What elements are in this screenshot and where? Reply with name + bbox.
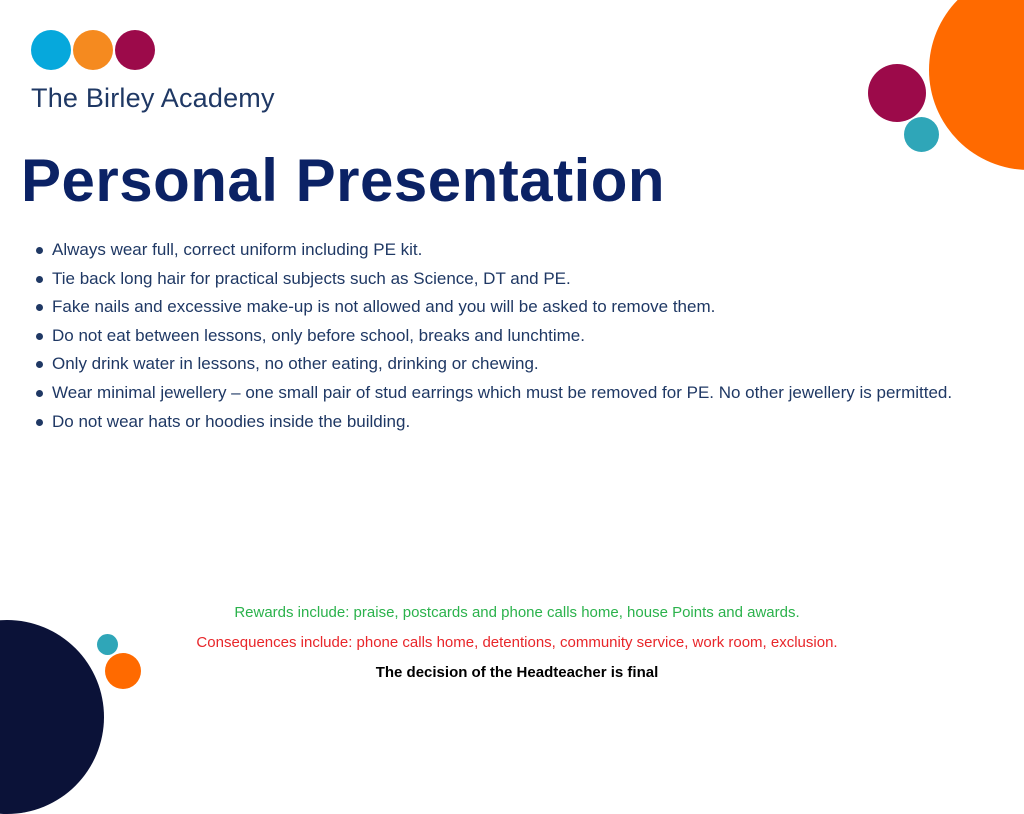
decor-circle-maroon: [868, 64, 926, 122]
decor-circle-teal: [904, 117, 939, 152]
rule-text: Always wear full, correct uniform including PE kit.: [52, 240, 423, 259]
page-title: Personal Presentation: [21, 147, 666, 214]
rule-item: [36, 293, 986, 322]
bullet-icon: [36, 304, 43, 311]
bullet-icon: [36, 247, 43, 254]
logo-dot-maroon: [115, 30, 155, 70]
rule-text: Only drink water in lessons, no other eating, drinking or chewing.: [52, 354, 539, 374]
rule-item: [36, 236, 986, 265]
rule-item: [36, 322, 986, 351]
rules-list: [36, 236, 986, 436]
rule-item: [36, 408, 986, 437]
rule-text: Do not eat between lessons, only before school, breaks and lunchtime.: [52, 325, 585, 345]
bullet-icon: [36, 333, 43, 340]
rule-text: Fake nails and excessive make-up is not allowed and you will be asked to remove them.: [52, 297, 716, 317]
rule-item: [36, 379, 986, 408]
decor-circle-orange-large: [929, 0, 1024, 170]
rule-item: [36, 350, 986, 379]
logo-dot-blue: [31, 30, 71, 70]
bullet-icon: [36, 419, 43, 426]
consequences-text: Consequences include: phone calls home, detentions, community service, work room, exclusion.: [196, 634, 838, 651]
bullet-icon: [36, 390, 43, 397]
rule-text: Tie back long hair for practical subjects such as Science, DT and PE.: [52, 268, 571, 288]
rule-text: Wear minimal jewellery – one small pair of stud earrings which must be removed for PE. No other jewellery is permitted.: [52, 382, 953, 402]
logo-dot-orange: [73, 30, 113, 70]
rule-text: Do not wear hats or hoodies inside the building.: [52, 411, 411, 431]
rule-item: [36, 265, 986, 294]
academy-logo-text: The Birley Academy: [31, 83, 275, 113]
bullet-icon: [36, 276, 43, 283]
bullet-icon: [36, 361, 43, 368]
rewards-text: Rewards include: praise, postcards and phone calls home, house Points and awards.: [234, 604, 800, 621]
headteacher-decision-text: The decision of the Headteacher is final: [375, 664, 659, 681]
